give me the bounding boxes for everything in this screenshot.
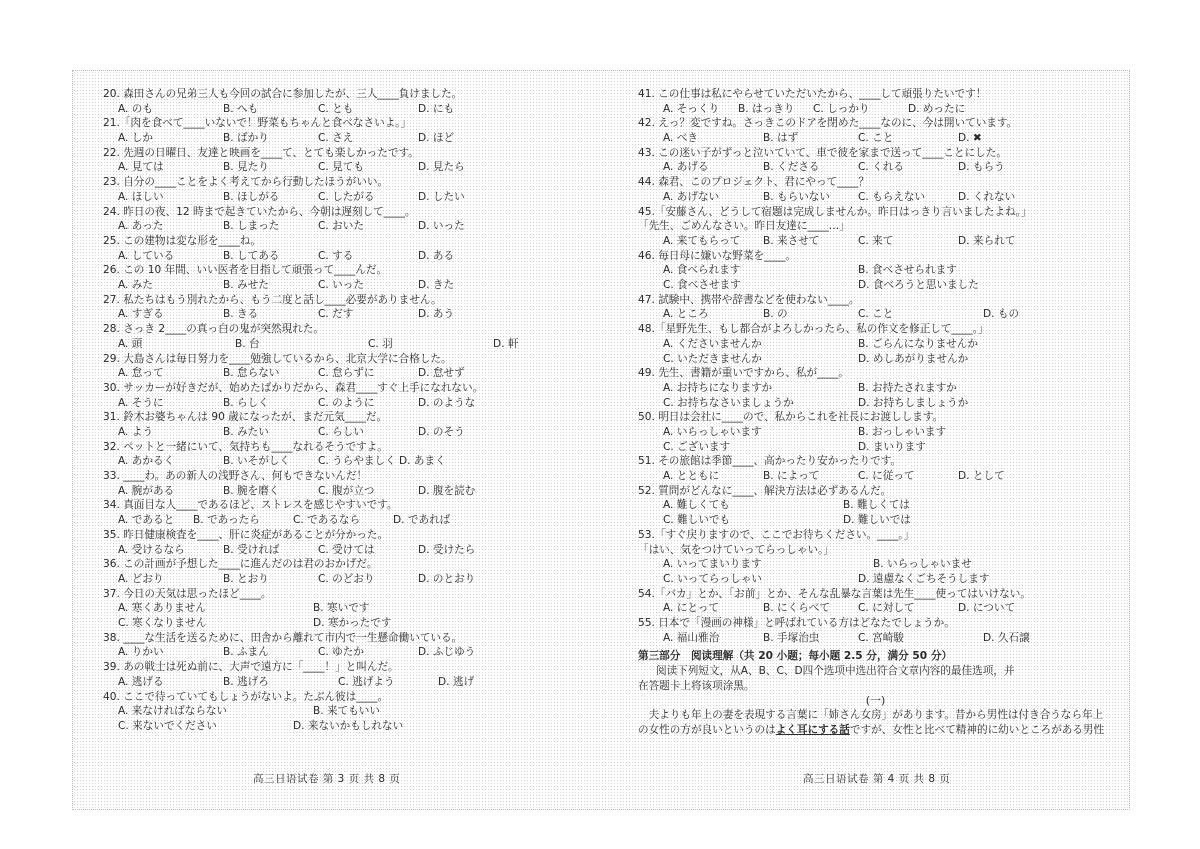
answer-option: B. 逃げろ — [223, 675, 269, 688]
answer-option: D. きた — [418, 279, 455, 292]
answer-option: A. べき — [663, 132, 698, 145]
question-text: 48.「星野先生、もし都合がよろしかったら、私の作文を修正して____。」 — [638, 323, 989, 336]
answer-option: A. いってまいります — [663, 558, 762, 571]
question-text: 28. さっき 2____の真っ白の鬼が突然現れた。 — [103, 323, 325, 336]
answer-option: D. あう — [418, 308, 455, 321]
answer-option: C. とも — [318, 102, 354, 115]
answer-option: C. であるなら — [293, 514, 361, 527]
answer-option: B. ごらんになりませんか — [858, 337, 978, 350]
option-row — [103, 102, 573, 117]
option-row — [103, 160, 573, 175]
answer-option: A. ところ — [663, 308, 709, 321]
question-text: 45.「安藤さん、どうして宿題は完成しませんか。昨日はっきり言いましたよね。」 — [638, 205, 1032, 218]
passage-line: 夫よりも年上の妻を表現する言葉に「姉さん女房」があります。昔から男性は付き合うなら年上 — [638, 709, 1104, 722]
answer-option: D. にも — [418, 102, 455, 115]
option-row — [103, 719, 573, 734]
answer-option: C. こと — [858, 132, 894, 145]
option-row — [638, 234, 1113, 249]
question-text: 51. その旅館は季節____、高かったり安かったりです。 — [638, 455, 902, 468]
answer-option: B. 来てもいい — [313, 705, 380, 718]
option-row — [638, 307, 1113, 322]
answer-option: A. どおり — [118, 572, 164, 585]
answer-option: D. もの — [983, 308, 1020, 321]
answer-option: D. ほど — [418, 132, 455, 145]
answer-option: A. 受けるなら — [118, 543, 185, 556]
answer-option: D. いった — [418, 220, 465, 233]
answer-option: C. 食べさせます — [663, 279, 741, 292]
answer-option: C. 難しいでも — [663, 514, 731, 527]
answer-option: D. ふじゆう — [418, 646, 476, 659]
question-text: 21.「肉を食べて____いないで！野菜もちゃんと食べなさいよ。」 — [103, 117, 412, 130]
option-row — [638, 278, 1113, 293]
answer-option: B. へも — [223, 102, 259, 115]
option-row — [638, 381, 1113, 396]
answer-option: D. 見たら — [418, 161, 465, 174]
answer-option: D. として — [958, 470, 1005, 483]
answer-option: A. あった — [118, 220, 164, 233]
option-row — [103, 454, 573, 469]
answer-option: C. 寒くなりません — [118, 617, 207, 630]
answer-option: B. みたい — [223, 426, 269, 438]
answer-option: D. 難しいでは — [843, 514, 911, 527]
answer-option: B. とおり — [223, 572, 269, 585]
option-row — [638, 498, 1113, 513]
option-row — [638, 601, 1113, 616]
answer-option: D. あまく — [399, 455, 446, 468]
answer-option: B. みせた — [223, 279, 269, 292]
question-subline: 「はい、気をつけていってらっしゃい。」 — [638, 543, 834, 556]
question-text: 38. ____な生活を送るために、田舎から離れて市内で一生懸命働いている。 — [103, 631, 463, 644]
answer-option: A. いらっしゃいます — [663, 425, 762, 438]
answer-option: A. 見ては — [118, 161, 164, 174]
option-row — [103, 645, 573, 660]
answer-option: A. 来なければならない — [118, 705, 228, 718]
underlined-phrase: よく耳にする話 — [775, 723, 850, 736]
question-text: 26. この 10 年間、いい医者を目指して頑張って____んだ。 — [103, 264, 388, 277]
answer-option: C. 怠らずに — [318, 367, 375, 380]
passage-text: ですが、女性と比べて精神的に幼いところがある男性 — [849, 723, 1105, 736]
answer-option: B. によって — [763, 470, 820, 483]
answer-option: D. お持ちしましょうか — [858, 396, 969, 409]
section-instructions: 阅读下列短文，从A、B、C、D四个选项中选出符合文章内容的最佳选项，并 — [656, 665, 1015, 678]
answer-option: A. あかるく — [118, 455, 175, 468]
answer-option: B. 来させて — [763, 234, 820, 247]
passage-text: の女性の方が良いというのは — [638, 723, 776, 736]
answer-option: C. さえ — [318, 132, 354, 145]
question-text: 43. この迷い子がずっと泣いていて、車で彼を家まで送って____ことにした。 — [638, 146, 1007, 159]
page-4-column — [638, 87, 1113, 738]
question-text: 25. この建物は変な形を____ね。 — [103, 234, 261, 247]
option-row — [103, 396, 573, 411]
answer-option: B. ふまん — [223, 646, 269, 659]
answer-option: D. 来られて — [958, 234, 1016, 247]
question-text: 55. 日本で「漫画の神様」と呼ばれている方はどなたでしょうか。 — [638, 617, 955, 629]
answer-option: C. 宮崎駿 — [858, 631, 904, 644]
answer-option: A. りかい — [118, 646, 164, 659]
answer-option: B. しまった — [223, 220, 280, 233]
question-text: 47. 試験中、携帯や辞書などを使わない____。 — [638, 293, 860, 306]
answer-option: D. のそう — [418, 426, 465, 438]
question-text: 34. 真面目な人____であるほど、ストレスを感じやすいです。 — [103, 499, 398, 512]
answer-option: B. 受ければ — [223, 543, 280, 556]
option-row — [103, 675, 573, 690]
answer-option: A. 寒くありません — [118, 602, 206, 615]
answer-option: B. 見たり — [223, 161, 269, 174]
answer-option: B. 寒いです — [313, 602, 370, 615]
answer-option: C. おいた — [318, 220, 364, 233]
answer-option: C. 逃げよう — [338, 675, 395, 688]
option-row — [638, 131, 1113, 146]
question-text: 39. あの戦士は死ぬ前に、大声で遠方に「____！」と叫んだ。 — [103, 661, 399, 674]
question-text: 36. この計画が予想した____に進んだのは君のおかげだ。 — [103, 558, 378, 571]
answer-option: B. 難しくては — [843, 499, 910, 512]
answer-option: B. 怠らない — [223, 367, 280, 380]
answer-option: B. 手塚治虫 — [763, 631, 820, 644]
answer-option: A. とともに — [663, 470, 720, 483]
answer-option: D. 久石譲 — [983, 631, 1030, 644]
answer-option: A. 腕がある — [118, 484, 175, 497]
option-row — [103, 190, 573, 205]
answer-option: A. お持ちになりますか — [663, 381, 773, 394]
answer-option: B. お持たされますか — [858, 381, 957, 394]
answer-option: C. らしい — [318, 426, 364, 438]
option-row — [103, 278, 573, 293]
answer-option: C. こと — [858, 308, 894, 321]
question-text: 32. ペットと一緒にいて、気持ちも____なれるそうですよ。 — [103, 440, 388, 453]
answer-option: D. ✖ — [958, 132, 982, 145]
answer-option: B. してある — [223, 249, 280, 262]
answer-option: B. おっしゃいます — [858, 425, 947, 438]
answer-option: D. 怠せず — [418, 367, 465, 380]
option-row — [103, 249, 573, 264]
option-row — [103, 307, 573, 322]
question-text: 27. 私たちはもう別れたから、もう二度と話し____必要がありません。 — [103, 293, 442, 306]
passage-line — [638, 723, 1113, 738]
answer-option: B. にくらべて — [763, 602, 830, 615]
answer-option: C. に従って — [858, 470, 915, 483]
answer-option: C. する — [318, 249, 354, 262]
question-text: 24. 昨日の夜、12 時まで起きていたから、今朝は遅刻して____。 — [103, 205, 416, 218]
answer-option: A. あげない — [663, 190, 720, 203]
answer-option: A. あげる — [663, 161, 709, 174]
answer-option: D. めしあがりませんか — [858, 352, 969, 365]
answer-option: C. 受けては — [318, 543, 375, 556]
answer-option: C. いった — [318, 279, 364, 292]
option-row — [638, 160, 1113, 175]
question-text: 23. 自分の____ことをよく考えてから行動したほうがいい。 — [103, 176, 389, 189]
question-text: 37. 今日の天気は思ったほど____。 — [103, 587, 272, 600]
page-3-column — [103, 87, 573, 734]
answer-option: A. 頭 — [118, 337, 143, 350]
question-text: 49. 先生、書籍が重いですから、私が____。 — [638, 367, 849, 380]
answer-option: A. 福山雅治 — [663, 631, 720, 644]
question-text: 29. 大島さんは毎日努力を____勉強しているから、北京大学に合格した。 — [103, 352, 452, 365]
option-row — [103, 425, 573, 440]
answer-option: C. いってらっしゃい — [663, 572, 762, 585]
answer-option: A. しか — [118, 132, 153, 145]
page-3-footer: 高三日语试卷 第 3 页 共 8 页 — [253, 773, 401, 785]
question-text: 44. 森君、このプロジェクト、君にやって____？ — [638, 176, 869, 189]
passage-number: (一) — [865, 693, 886, 707]
option-row — [638, 513, 1113, 528]
answer-option: D. くれない — [958, 190, 1016, 203]
section-title: 第三部分 阅读理解（共 20 小题；每小题 2.5 分，满分 50 分） — [638, 650, 953, 663]
answer-option: A. であると — [118, 514, 175, 527]
answer-option: C. 来て — [858, 234, 894, 247]
option-row — [638, 469, 1113, 484]
option-row — [638, 190, 1113, 205]
answer-option: B. きる — [223, 308, 259, 321]
answer-option: A. のも — [118, 102, 153, 115]
answer-option: D. まいります — [858, 440, 926, 453]
answer-option: D. 逃げ — [438, 675, 475, 688]
answer-option: C. だす — [318, 308, 354, 321]
option-row — [638, 557, 1113, 572]
option-row — [103, 616, 573, 631]
option-row — [638, 263, 1113, 278]
answer-option: B. ばかり — [223, 132, 269, 145]
answer-option: B. くださる — [763, 161, 820, 174]
answer-option: B. 腕を磨く — [223, 484, 280, 497]
question-text: 35. 昨日健康検査を____、肝に炎症があることが分かった。 — [103, 528, 389, 541]
option-row — [103, 601, 573, 616]
answer-option: D. 腹を読む — [418, 484, 476, 497]
answer-option: C. いただきませんか — [663, 352, 762, 365]
answer-option: D. のとおり — [418, 572, 476, 585]
question-text: 20. 森田さんの兄弟三人も今回の試合に参加したが、三人____負けました。 — [103, 88, 463, 100]
option-row — [638, 572, 1113, 587]
answer-option: D. であれば — [393, 514, 451, 527]
question-text: 50. 明日は会社に____ので、私からこれを社長にお渡しします。 — [638, 411, 944, 424]
answer-option: A. ほしい — [118, 190, 164, 203]
answer-option: D. ある — [418, 249, 455, 262]
answer-option: A. そうに — [118, 396, 164, 409]
answer-option: D. 来ないかもしれない — [293, 719, 404, 732]
answer-option: A. 来てもらって — [663, 234, 741, 247]
page-4-footer: 高三日语试卷 第 4 页 共 8 页 — [803, 773, 951, 785]
answer-option: C. に対して — [858, 602, 915, 615]
answer-option: A. 逃げる — [118, 675, 164, 688]
answer-option: B. いらっしゃいませ — [873, 558, 972, 571]
answer-option: D. について — [958, 602, 1016, 615]
answer-option: B. はっきり — [738, 102, 795, 115]
question-text: 46. 毎日母に嫌いな野菜を____。 — [638, 249, 796, 262]
question-text: 54.「バカ」とか、「お前」とか、そんな乱暴な言葉は先生____使ってはいけない。 — [638, 587, 1031, 600]
answer-option: D. 軒 — [493, 337, 519, 350]
answer-option: A. にとって — [663, 602, 719, 615]
answer-option: D. もらう — [958, 161, 1005, 174]
option-row — [103, 543, 573, 558]
answer-option: B. であったら — [193, 514, 260, 527]
answer-option: A. そっくり — [663, 102, 720, 115]
option-row — [103, 513, 573, 528]
exam-sheet — [72, 70, 1130, 810]
question-subline: 「先生、ごめんなさい。昨日友達に____…」 — [638, 220, 850, 233]
answer-option: C. のように — [318, 396, 375, 409]
option-row — [638, 425, 1113, 440]
answer-option: B. 台 — [235, 337, 260, 350]
question-text: 41. この仕事は私にやらせていただいたから、____して頑張りたいです！ — [638, 88, 987, 100]
answer-option: C. ございます — [663, 440, 731, 453]
question-text: 30. サッカーが好きだが、始めたばかりだから、森君____すぐ上手になれない。 — [103, 381, 484, 394]
answer-option: D. のような — [418, 396, 476, 409]
option-row — [103, 704, 573, 719]
question-text: 42. えっ？変ですね。さっきこのドアを閉めた____なのに、今は開いています。 — [638, 117, 1018, 130]
answer-option: D. 受けたら — [418, 543, 476, 556]
question-text: 31. 鈴木お婆ちゃんは 90 歳になったが、まだ元気____だ。 — [103, 411, 388, 424]
answer-option: C. しっかり — [813, 102, 870, 115]
answer-option: B. の — [763, 308, 788, 321]
answer-option: A. 食べられます — [663, 264, 741, 277]
question-text: 22. 先週の日曜日、友達と映画を____て、とても楽しかったです。 — [103, 146, 419, 159]
option-row — [638, 352, 1113, 367]
answer-option: B. もらいない — [763, 190, 830, 203]
answer-option: D. 食べろうと思いました — [858, 279, 979, 292]
answer-option: C. もらえない — [858, 190, 926, 203]
answer-option: A. 難しくても — [663, 499, 730, 512]
question-text: 33. ____わ。あの新人の浅野さん、何もできないんだ！ — [103, 470, 368, 483]
answer-option: B. ほしがる — [223, 190, 280, 203]
option-row — [103, 337, 573, 352]
option-row — [103, 366, 573, 381]
option-row — [638, 396, 1113, 411]
answer-option: C. のどおり — [318, 572, 375, 585]
answer-option: A. くださいませんか — [663, 337, 762, 350]
option-row — [103, 219, 573, 234]
question-text: 53.「すぐ戻りますので、ここでお待ちください。____。」 — [638, 528, 915, 541]
answer-option: C. 来ないでください — [118, 719, 217, 732]
answer-option: C. くれる — [858, 161, 904, 174]
option-row — [638, 631, 1113, 646]
answer-option: B. いそがしく — [223, 455, 290, 468]
option-row — [103, 484, 573, 499]
answer-option: C. 腹が立つ — [318, 484, 375, 497]
option-row — [638, 337, 1113, 352]
answer-option: B. はず — [763, 132, 799, 145]
option-row — [638, 440, 1113, 455]
answer-option: A. している — [118, 249, 175, 262]
answer-option: A. 怠って — [118, 367, 164, 380]
question-text: 52. 質問がどんなに____、解決方法は必ずあるんだ。 — [638, 484, 892, 497]
answer-option: D. したい — [418, 190, 465, 203]
question-text: 40. ここで待っていてもしょうがないよ。たぶん彼は____。 — [103, 690, 389, 703]
answer-option: C. 見ても — [318, 161, 364, 174]
answer-option: B. 食べさせられます — [858, 264, 957, 277]
answer-option: D. めったに — [908, 102, 966, 115]
answer-option: C. お持ちなさいましょうか — [663, 396, 794, 409]
answer-option: D. 寒かったです — [313, 617, 392, 630]
section-instructions-cont: 在答题卡上将该项涂黑。 — [638, 679, 755, 692]
answer-option: A. すぎる — [118, 308, 164, 321]
answer-option: B. らしく — [223, 396, 269, 409]
option-row — [103, 131, 573, 146]
option-row — [103, 572, 573, 587]
option-row — [638, 102, 1113, 117]
answer-option: C. ゆたか — [318, 646, 364, 659]
answer-option: A. よう — [118, 426, 153, 438]
answer-option: C. 羽 — [368, 337, 393, 350]
answer-option: C. したがる — [318, 190, 375, 203]
answer-option: A. みた — [118, 279, 153, 292]
answer-option: C. うらやましく — [318, 455, 396, 468]
answer-option: D. 遠慮なくごちそうします — [858, 572, 990, 585]
